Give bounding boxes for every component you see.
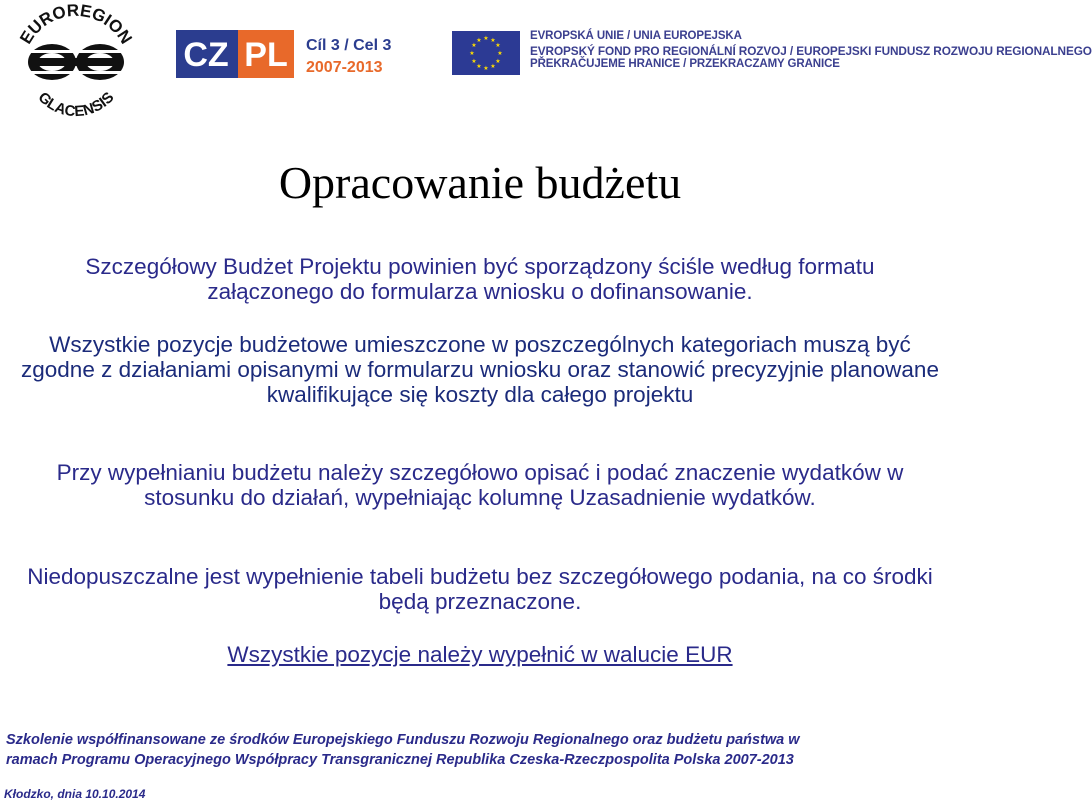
euroregion-top-text: EUROREGION [16, 2, 136, 48]
svg-text:★: ★ [483, 65, 489, 72]
svg-text:★: ★ [471, 42, 477, 49]
footer-cofinancing-line-2: ramach Programu Operacyjnego Współpracy Transgranicznej Republika Czeska-Rzeczpospolita Polska 2007-2013 [6, 752, 794, 768]
svg-text:★: ★ [483, 35, 489, 42]
euroregion-bottom-text: GLACENSIS [34, 88, 118, 121]
czpl-logo-years-text: 2007-2013 [306, 59, 383, 76]
svg-text:★: ★ [471, 58, 477, 65]
paragraph-budget-categories: Wszystkie pozycje budżetowe umieszczone w poszczególnych kategoriach muszą być zgodne z działaniami opisanymi w formularzu wniosku oraz stanowić precyzyjnie planowane kwalifikujące się koszty dla całego projektu [21, 332, 939, 407]
page-title: Opracowanie budżetu [278, 157, 682, 208]
eu-slogan-text: PŘEKRAČUJEME HRANICE / PRZEKRACZAMY GRANICE [530, 58, 840, 70]
czpl-program-logo [176, 30, 391, 78]
euroregion-emblem-icon [28, 44, 124, 80]
paragraph-currency-eur: Wszystkie pozycje należy wypełnić w walucie EUR [227, 642, 733, 667]
paragraph-budget-detail: Niedopuszczalne jest wypełnienie tabeli budżetu bez szczegółowego podania, na co środki będą przeznaczone. [27, 564, 933, 614]
svg-text:★: ★ [495, 42, 501, 49]
paragraph-budget-format: Szczegółowy Budżet Projektu powinien być sporządzony ściśle według formatu załączonego do formularza wniosku o dofinansowanie. [85, 254, 875, 304]
footer-date: Kłodzko, dnia 10.10.2014 [4, 787, 146, 801]
eu-fund-text: EVROPSKÝ FOND PRO REGIONÁLNÍ ROZVOJ / EUROPEJSKI FUNDUSZ ROZWOJU REGIONALNEGO [530, 44, 1092, 58]
svg-text:★: ★ [490, 63, 496, 70]
czpl-logo-cil-text: Cíl 3 / Cel 3 [306, 37, 392, 54]
eu-union-text: EVROPSKÁ UNIE / UNIA EUROPEJSKA [530, 30, 742, 42]
svg-text:★: ★ [476, 37, 482, 44]
eu-flag-icon [452, 31, 520, 75]
svg-text:★: ★ [495, 58, 501, 65]
svg-text:★: ★ [476, 63, 482, 70]
footer-cofinancing-line-1: Szkolenie współfinansowane ze środków Europejskiego Funduszu Rozwoju Regionalnego oraz budżetu państwa w [6, 732, 800, 748]
svg-text:★: ★ [490, 37, 496, 44]
svg-text:★: ★ [469, 50, 475, 57]
svg-text:★: ★ [497, 50, 503, 57]
czpl-logo-cz-text: CZ [183, 36, 229, 74]
euroregion-glacensis-logo [6, 2, 146, 126]
czpl-logo-pl-text: PL [244, 36, 288, 74]
paragraph-budget-justification: Przy wypełnianiu budżetu należy szczegółowo opisać i podać znaczenie wydatków w stosunku do działań, wypełniając kolumnę Uzasadnienie wydatków. [56, 460, 904, 510]
